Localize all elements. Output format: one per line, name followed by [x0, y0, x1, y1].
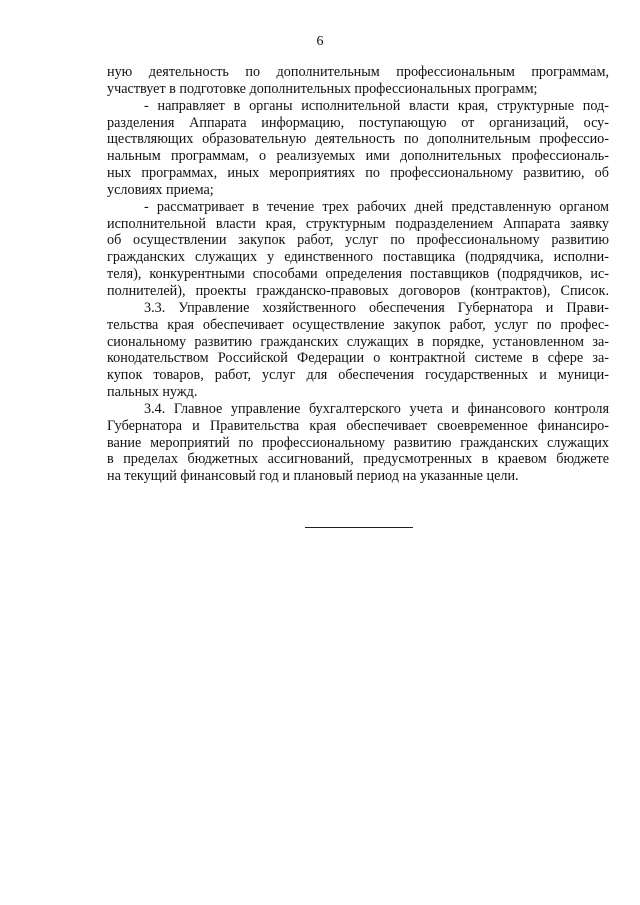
text-line: ную деятельность по дополнительным профессиональным программам, [107, 64, 609, 80]
text-line: Губернатора и Правительства края обеспечивает своевременное финансиро- [107, 417, 609, 434]
text-line: купок товаров, работ, услуг для обеспечения государственных и муници- [107, 367, 609, 384]
text-line: участвует в подготовке дополнительных профессиональных программ; [107, 80, 538, 97]
text-line: теля), конкурентными способами определения поставщиков (подрядчиков, ис- [107, 266, 609, 283]
document-body [107, 64, 609, 485]
text-line: ществляющих образовательную деятельность по дополнительным профессио- [107, 131, 609, 148]
text-line: на текущий финансовый год и плановый период на указанные цели. [107, 468, 519, 485]
text-line: нальным программам, о реализуемых ими дополнительных профессиональ- [107, 148, 609, 165]
end-separator-line [305, 527, 413, 528]
text-line: условиях приема; [107, 181, 214, 198]
text-line: гражданских служащих у единственного поставщика (подрядчика, исполни- [107, 249, 609, 266]
text-line: - направляет в органы исполнительной власти края, структурные под- [144, 97, 609, 114]
text-line: исполнительной власти края, структурным подразделением Аппарата заявку [107, 215, 609, 232]
text-line: конодательством Российской Федерации о контрактной системе в сфере за- [107, 350, 609, 367]
paragraph-3-4 [107, 401, 609, 485]
text-line: вание мероприятий по профессиональному развитию гражданских служащих [107, 434, 609, 451]
text-line: в пределах бюджетных ассигнований, предусмотренных в краевом бюджете [107, 451, 609, 468]
text-line: полнителей), проекты гражданско-правовых договоров (контрактов), Список. [107, 282, 609, 299]
text-line: разделения Аппарата информацию, поступающую от организаций, осу- [107, 114, 609, 131]
text-line: 3.4. Главное управление бухгалтерского учета и финансового контроля [144, 400, 609, 417]
text-line: ных программах, иных мероприятиях по профессиональному развитию, об [107, 165, 609, 182]
paragraph-3-3 [107, 300, 609, 401]
text-line: - рассматривает в течение трех рабочих дней представленную органом [144, 198, 609, 215]
paragraph-1 [107, 64, 609, 98]
page-number: 6 [316, 34, 324, 49]
text-line: сиональному развитию гражданских служащих в порядке, установленном за- [107, 333, 609, 350]
text-line: пальных нужд. [107, 384, 198, 401]
paragraph-2 [107, 98, 609, 199]
text-line: об осуществлении закупок работ, услуг по профессиональному развитию [107, 232, 609, 249]
text-line: 3.3. Управление хозяйственного обеспечения Губернатора и Прави- [144, 299, 609, 316]
text-line: тельства края обеспечивает осуществление закупок работ, услуг по профес- [107, 316, 609, 333]
paragraph-3 [107, 199, 609, 300]
